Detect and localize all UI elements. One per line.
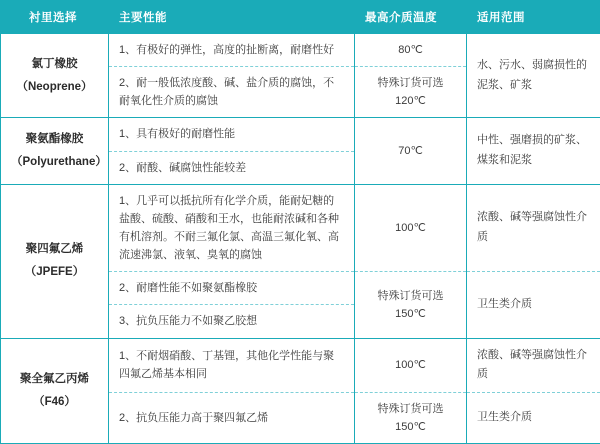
table-row [1,184,600,272]
feature-cell: 1、有极好的弹性，高度的扯断离，耐磨性好 [109,34,355,67]
feature-cell: 2、耐酸、碱腐蚀性能较差 [109,151,355,184]
scope-cell: 卫生类介质 [467,272,600,338]
header-max-temperature: 最高介质温度 [355,1,467,34]
lining-name-cell [1,184,109,338]
temperature-cell [355,118,467,184]
lining-name-line1: 聚氨酯橡胶 [11,128,98,151]
scope-line2: 泥浆、矿浆 [477,76,590,96]
lining-name-line2: （Neoprene） [11,76,98,99]
temperature-line2: 150℃ [365,418,456,436]
temperature-cell [355,184,467,272]
lining-name-line2: （F46） [11,391,98,414]
lining-name-line2: （JPEFE） [11,261,98,284]
temperature-line1: 特殊订货可选 [365,400,456,418]
scope-cell [467,34,600,118]
lining-name-line2: （Polyurethane） [11,151,98,174]
lining-name-cell [1,34,109,118]
lining-name-line1: 氯丁橡胶 [11,53,98,76]
scope-line1: 中性、强磨损的矿浆、 [477,131,590,151]
temperature-line1: 特殊订货可选 [365,287,456,305]
temperature-cell [355,393,467,444]
header-main-performance: 主要性能 [109,1,355,34]
temperature-cell [355,338,467,393]
feature-cell: 2、抗负压能力高于聚四氟乙烯 [109,393,355,444]
table-row [1,34,600,67]
lining-name-cell [1,118,109,184]
temperature-cell [355,34,467,67]
feature-cell: 2、耐一般低浓度酸、碱、盐介质的腐蚀，不耐氧化性介质的腐蚀 [109,67,355,118]
feature-cell: 1、不耐烟硝酸、丁基锂，其他化学性能与聚四氟乙烯基本相同 [109,338,355,393]
temperature-line1: 特殊订货可选 [365,74,456,92]
feature-cell: 2、耐磨性能不如聚氨酯橡胶 [109,272,355,305]
table-body [1,34,600,444]
temperature-line1: 100℃ [365,219,456,237]
temperature-cell [355,272,467,338]
table-header [1,1,600,34]
scope-cell: 浓酸、碱等强腐蚀性介质 [467,338,600,393]
table-row [1,118,600,151]
scope-line2: 煤浆和泥浆 [477,151,590,171]
feature-cell: 3、抗负压能力不如聚乙胶想 [109,305,355,338]
scope-cell: 卫生类介质 [467,393,600,444]
temperature-line2: 150℃ [365,305,456,323]
temperature-line1: 80℃ [365,41,456,59]
table-header-row [1,1,600,34]
header-application-scope: 适用范围 [467,1,600,34]
lining-name-line1: 聚全氟乙丙烯 [11,368,98,391]
temperature-line1: 70℃ [365,142,456,160]
scope-cell: 浓酸、碱等强腐蚀性介质 [467,184,600,272]
temperature-line2: 120℃ [365,92,456,110]
table-row [1,338,600,393]
lining-name-cell [1,338,109,444]
scope-line1: 水、污水、弱腐损性的 [477,56,590,76]
temperature-cell [355,67,467,118]
feature-cell: 1、具有极好的耐磨性能 [109,118,355,151]
temperature-line1: 100℃ [365,356,456,374]
scope-cell [467,118,600,184]
feature-cell: 1、几乎可以抵抗所有化学介质，能耐妃糖的盐酸、硫酸、硝酸和王水，也能耐浓碱和各种有机溶剂。不耐三氟化氯、高温三氟化氧、高流速沸氯、液氧、臭氧的腐蚀 [109,184,355,272]
lining-name-line1: 聚四氟乙烯 [11,238,98,261]
header-lining-selection: 衬里选择 [1,1,109,34]
